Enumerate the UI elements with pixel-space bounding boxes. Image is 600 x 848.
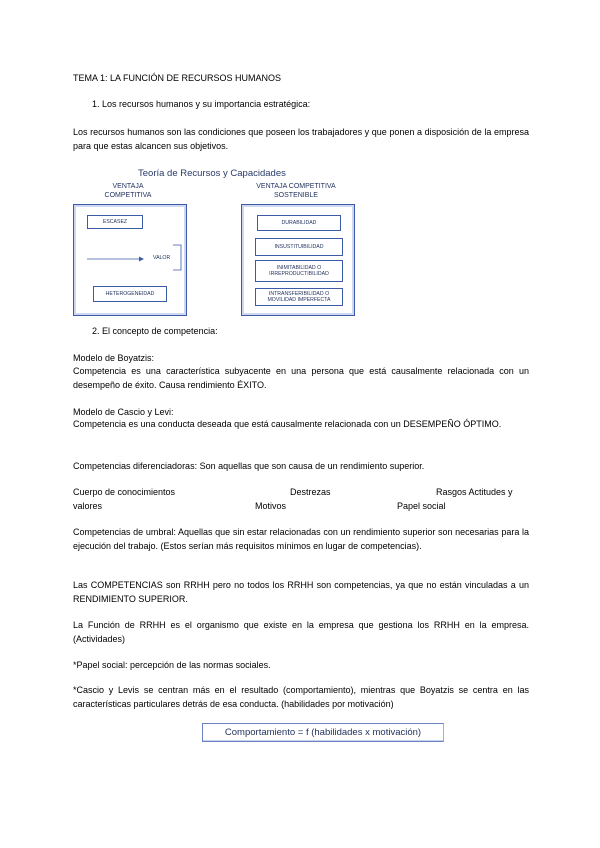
formula-box: Comportamiento = f (habilidades x motivación) bbox=[202, 723, 444, 742]
right-item-durabilidad: DURABILIDAD bbox=[257, 215, 341, 231]
doc-title: TEMA 1: LA FUNCIÓN DE RECURSOS HUMANOS bbox=[73, 73, 282, 83]
right-item-intransferibilidad: INTRANSFERIBILIDAD O MOVILIDAD IMPERFECTA bbox=[255, 288, 343, 306]
funcion-text: La Función de RRHH es el organismo que existe en la empresa que gestiona los RRHH en la empresa. (Actividades) bbox=[73, 620, 529, 644]
row2-col3: Papel social bbox=[397, 501, 446, 511]
row2-col2: Motivos bbox=[255, 501, 287, 511]
row2-col1: valores bbox=[73, 501, 103, 511]
left-item-escasez: ESCASEZ bbox=[87, 215, 143, 229]
cascio-text: Competencia es una conducta deseada que está causalmente relacionada con un DESEMPEÑO ÓPTIMO. bbox=[73, 419, 502, 429]
competencias-text: Las COMPETENCIAS son RRHH pero no todos los RRHH son competencias, ya que no están vinculadas a un RENDIMIENTO SUPERIOR. bbox=[73, 580, 529, 604]
paragraph-definition: Los recursos humanos son las condiciones que poseen los trabajadores y que ponen a disposición de la empresa para que estas alcancen sus objetivos. bbox=[73, 127, 529, 151]
diferenciadoras-text: Competencias diferenciadoras: Son aquellas que son causa de un rendimiento superior. bbox=[73, 461, 425, 471]
note-papel-social: *Papel social: percepción de las normas sociales. bbox=[73, 660, 271, 670]
row1-col1: Cuerpo de conocimientos bbox=[73, 487, 176, 497]
diagram-title: Teoría de Recursos y Capacidades bbox=[138, 168, 286, 179]
boyatzis-heading: Modelo de Boyatzis: bbox=[73, 353, 155, 363]
row1-col2: Destrezas bbox=[290, 487, 331, 497]
right-item-inimitabilidad: INIMITABILIDAD O IRREPRODUCTIBILIDAD bbox=[255, 260, 343, 282]
section-heading-1: 1. Los recursos humanos y su importancia estratégica: bbox=[92, 99, 311, 109]
row1-col3: Rasgos Actitudes y bbox=[436, 487, 513, 497]
right-item-insustituibilidad: INSUSTITUIBILIDAD bbox=[255, 238, 343, 256]
section-heading-2: 2. El concepto de competencia: bbox=[92, 326, 218, 336]
right-heading: VENTAJA COMPETITIVA SOSTENIBLE bbox=[256, 183, 336, 199]
cascio-heading: Modelo de Cascio y Levi: bbox=[73, 407, 174, 417]
left-item-heterogeneidad: HETEROGENEIDAD bbox=[93, 286, 167, 302]
left-item-valor: VALOR bbox=[153, 255, 171, 261]
resources-capabilities-diagram bbox=[73, 168, 363, 318]
umbral-text: Competencias de umbral: Aquellas que sin estar relacionadas con un rendimiento superior son necesarias para la ejecución del trabajo. (Estos serían más requisitos mínimos en lugar de competencias). bbox=[73, 527, 529, 551]
left-heading: VENTAJA COMPETITIVA bbox=[104, 183, 152, 199]
boyatzis-text: Competencia es una característica subyacente en una persona que está causalmente relacionada con un desempeño de éxito. Causa rendimiento ÉXITO. bbox=[73, 366, 529, 390]
note-cascio-boyatzis: *Cascio y Levis se centran más en el resultado (comportamiento), mientras que Boyatzis se centra en las características particulares detrás de esa conducta. (habilidades por motivación) bbox=[73, 685, 529, 709]
